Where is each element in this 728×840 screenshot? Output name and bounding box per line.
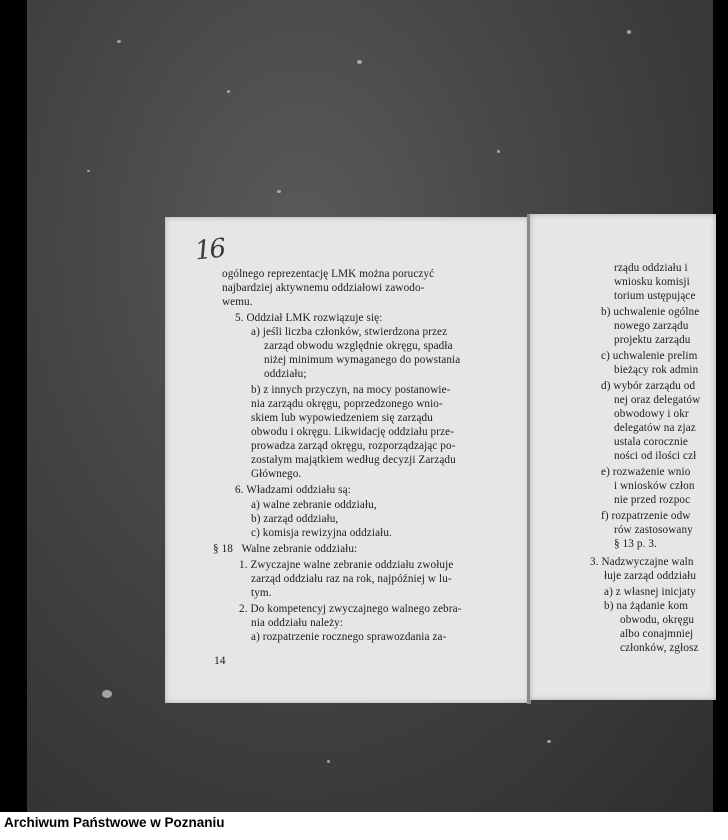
dust-speck xyxy=(547,740,551,743)
text-line: torium ustępujące xyxy=(614,290,696,302)
text-line: delegatów na zjaz xyxy=(614,422,696,434)
text-line: obwodu, okręgu xyxy=(620,614,695,626)
text-line: a) walne zebranie oddziału, xyxy=(251,499,377,511)
text-line: albo conajmniej xyxy=(620,628,694,640)
text-line: a) z własnej inicjaty xyxy=(604,586,696,598)
text-line: najbardziej aktywnemu oddziałowi zawodo- xyxy=(222,282,425,294)
text-line: nowego zarządu xyxy=(614,320,689,332)
dust-speck xyxy=(102,690,112,698)
dust-speck xyxy=(357,60,362,64)
text-line: 1. Zwyczajne walne zebranie oddziału zwołuje xyxy=(239,559,454,571)
text-line: e) rozważenie wnio xyxy=(601,466,691,478)
text-line: zostałym majątkiem według decyzji Zarządu xyxy=(251,454,456,466)
text-line: obwodowy i okr xyxy=(614,408,689,420)
text-line: niżej minimum wymaganego do powstania xyxy=(264,354,461,366)
text-line: § 13 p. 3. xyxy=(614,538,657,550)
text-line: zarząd oddziału raz na rok, najpóźniej w lu- xyxy=(251,573,452,585)
text-line: nie przed rozpoc xyxy=(614,494,691,506)
text-line: tym. xyxy=(251,587,272,599)
text-line: nej oraz delegatów xyxy=(614,394,701,406)
text-line: b) z innych przyczyn, na mocy postanowie- xyxy=(251,384,451,396)
handwritten-page-number: 16 xyxy=(193,233,226,267)
text-line: Głównego. xyxy=(251,468,302,480)
archive-caption: Archiwum Państwowe w Poznaniu xyxy=(4,815,225,830)
text-line: nia zarządu okręgu, poprzedzonego wnio- xyxy=(251,398,443,410)
text-line: łuje zarząd oddziału xyxy=(604,570,697,582)
text-line: zarząd obwodu względnie okręgu, spadła xyxy=(264,340,453,352)
dust-speck xyxy=(327,760,330,763)
dust-speck xyxy=(277,190,281,193)
text-line: wemu. xyxy=(222,296,253,308)
dust-speck xyxy=(497,150,500,153)
text-line: i wniosków człon xyxy=(614,480,695,492)
text-line: a) jeśli liczba członków, stwierdzona przez xyxy=(251,326,448,338)
text-line: 3. Nadzwyczajne waln xyxy=(590,556,694,568)
dust-speck xyxy=(117,40,121,43)
text-line: ustala corocznie xyxy=(614,436,688,448)
text-line: b) zarząd oddziału, xyxy=(251,513,339,525)
text-line: c) komisja rewizyjna oddziału. xyxy=(251,527,392,539)
dust-speck xyxy=(627,30,631,34)
text-line: b) uchwalenie ogólne xyxy=(601,306,700,318)
text-line: ności od ilości czł xyxy=(614,450,697,462)
dust-speck xyxy=(87,170,90,172)
text-line: 2. Do kompetencyj zwyczajnego walnego zebra- xyxy=(239,603,462,615)
text-line: 5. Oddział LMK rozwiązuje się: xyxy=(235,312,383,324)
right-page xyxy=(530,214,716,700)
text-line: obwodu i okręgu. Likwidację oddziału prze- xyxy=(251,426,455,438)
text-line: rządu oddziału i xyxy=(614,262,688,274)
text-line: rów zastosowany xyxy=(614,524,693,536)
text-line: d) wybór zarządu od xyxy=(601,380,696,392)
text-line: skiem lub wypowiedzeniem się zarządu xyxy=(251,412,433,424)
text-line: c) uchwalenie prelim xyxy=(601,350,698,362)
dust-speck xyxy=(227,90,230,93)
text-line: f) rozpatrzenie odw xyxy=(601,510,691,522)
text-line: oddziału; xyxy=(264,368,307,380)
text-line: projektu zarządu xyxy=(614,334,691,346)
left-page xyxy=(165,217,529,703)
text-line: nia oddziału należy: xyxy=(251,617,344,629)
text-line: członków, zgłosz xyxy=(620,642,699,654)
text-line: ogólnego reprezentację LMK można poruczyć xyxy=(222,268,435,280)
text-line: b) na żądanie kom xyxy=(604,600,689,612)
page-number: 14 xyxy=(214,655,226,667)
section-heading: § 18 Walne zebranie oddziału: xyxy=(213,543,358,555)
text-line: bieżący rok admin xyxy=(614,364,699,376)
text-line: a) rozpatrzenie rocznego sprawozdania za- xyxy=(251,631,447,643)
text-line: 6. Władzami oddziału są: xyxy=(235,484,351,496)
text-line: wniosku komisji xyxy=(614,276,690,288)
text-line: prowadza zarząd okręgu, rozporządzając po- xyxy=(251,440,456,452)
